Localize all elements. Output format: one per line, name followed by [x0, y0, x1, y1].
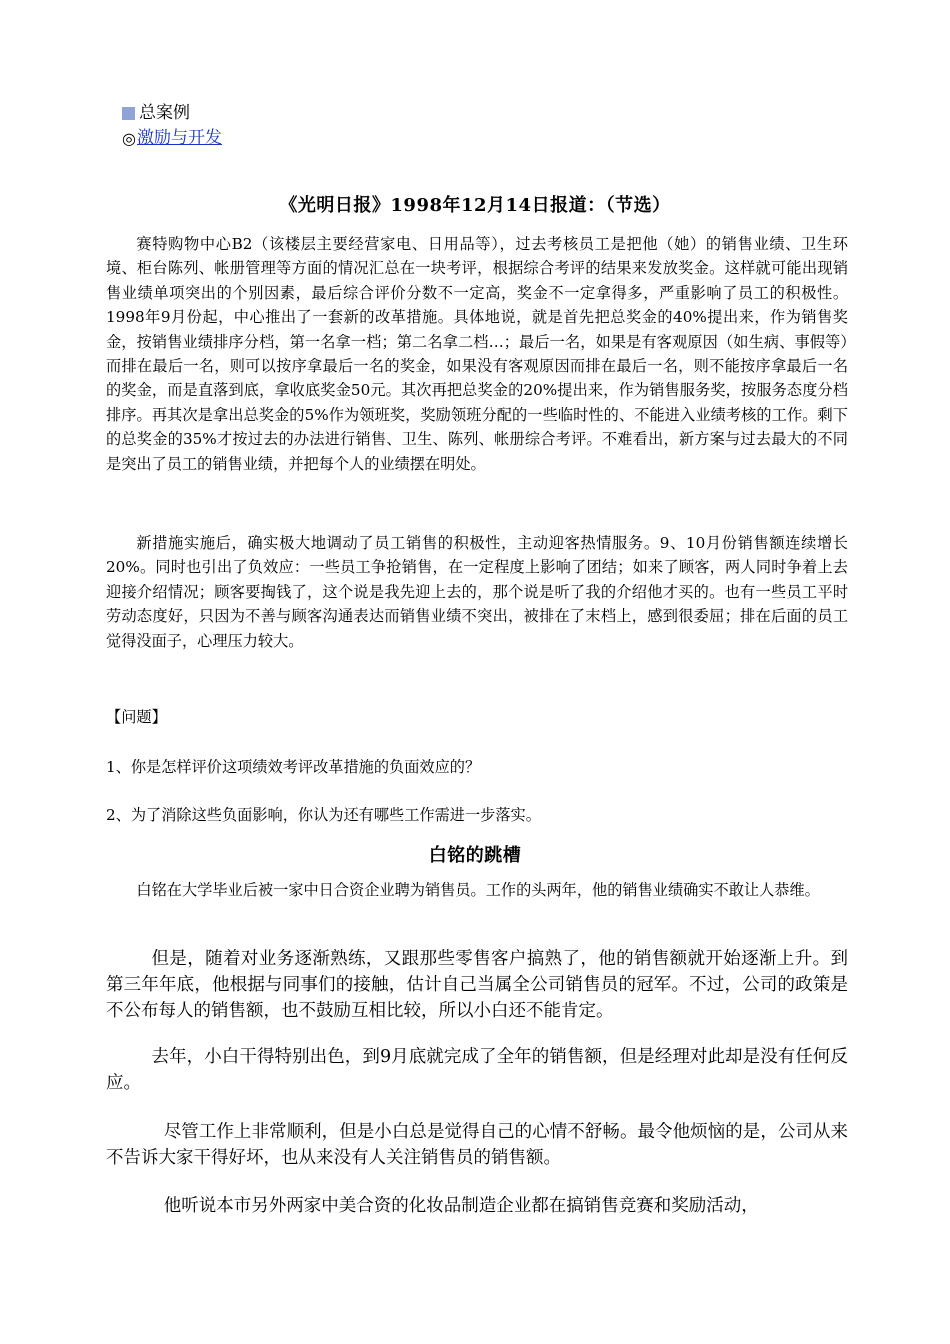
nav-link-row[interactable]: [122, 126, 222, 151]
article1-title: 《光明日报》1998年12月14日报道：（节选）: [279, 195, 671, 216]
nav-category-row: [122, 101, 222, 126]
question-1: 1、你是怎样评价这项绩效考评改革措施的负面效应的？: [106, 758, 481, 776]
case-navigation: [122, 101, 222, 151]
article1-paragraph-1: 赛特购物中心B2（该楼层主要经营家电、日用品等），过去考核员工是把他（她）的销售业绩、卫生环境、柜台陈列、帐册管理等方面的情况汇总在一块考评，根据综合考评的结果来发放奖金。这样就可能出现销售业绩单项突出的个别因素，最后综合评价分数不一定高，奖金不一定拿得多，严重影响了员工的积极性。1998年9月份起，中心推出了一套新的改革措施。具体地说，就是首先把总奖金的40%提出来，作为销售奖金，按销售业绩排序分档，第一名拿一档；第二名拿二档…；最后一名，如果是有客观原因（如生病、事假等）而排在最后一名，则可以按序拿最后一名的奖金，如果没有客观原因而排在最后一名，则不能按序拿最后一名的奖金，而是直落到底，拿收底奖金50元。其次再把总奖金的20%提出来，作为销售服务奖，按服务态度分档排序。再其次是拿出总奖金的5%作为领班奖，奖励领班分配的一些临时性的、不能进入业绩考核的工作。剩下的总奖金的35%才按过去的办法进行销售、卫生、陈列、帐册综合考评。不难看出，新方案与过去最大的不同是突出了员工的销售业绩，并把每个人的业绩摆在明处。: [106, 235, 848, 473]
questions-heading: 【问题】: [106, 708, 167, 726]
double-circle-bullet-icon: ◎: [122, 129, 136, 148]
article1-paragraph-2: 新措施实施后，确实极大地调动了员工销售的积极性，主动迎客热情服务。9、10月份销售额连续增长20%。同时也引出了负效应：一些员工争抢销售，在一定程度上影响了团结；如来了顾客，两人同时争着上去迎接介绍情况；顾客要掏钱了，这个说是我先迎上去的，那个说是听了我的介绍他才买的。也有一些员工平时劳动态度好，只因为不善与顾客沟通表达而销售业绩不突出，被排在了末档上，感到很委屈；排在后面的员工觉得没面子，心理压力较大。: [106, 534, 848, 650]
nav-category-label: 总案例: [139, 103, 190, 123]
question-2: 2、为了消除这些负面影响，你认为还有哪些工作需进一步落实。: [106, 806, 541, 824]
article2-paragraph-1: 白铭在大学毕业后被一家中日合资企业聘为销售员。工作的头两年，他的销售业绩确实不敢让人恭维。: [136, 881, 820, 899]
article2-title: 白铭的跳槽: [428, 845, 522, 866]
article2-paragraph-2: 但是，随着对业务逐渐熟练，又跟那些零售客户搞熟了，他的销售额就开始逐渐上升。到第三年年底，他根据与同事们的接触，估计自己当属全公司销售员的冠军。不过，公司的政策是不公布每人的销售额，也不鼓励互相比较，所以小白还不能肯定。: [106, 949, 848, 1021]
article2-paragraph-3: 去年，小白干得特别出色，到9月底就完成了全年的销售额，但是经理对此却是没有任何反应。: [106, 1047, 848, 1093]
article2-paragraph-4: 尽管工作上非常顺利，但是小白总是觉得自己的心情不舒畅。最令他烦恼的是，公司从来不告诉大家干得好坏，也从来没有人关注销售员的销售额。: [106, 1122, 848, 1168]
article2-paragraph-5: 他听说本市另外两家中美合资的化妆品制造企业都在搞销售竞赛和奖励活动，: [163, 1196, 759, 1216]
incentive-development-link[interactable]: 激励与开发: [136, 128, 222, 148]
square-bullet-icon: [122, 107, 135, 120]
